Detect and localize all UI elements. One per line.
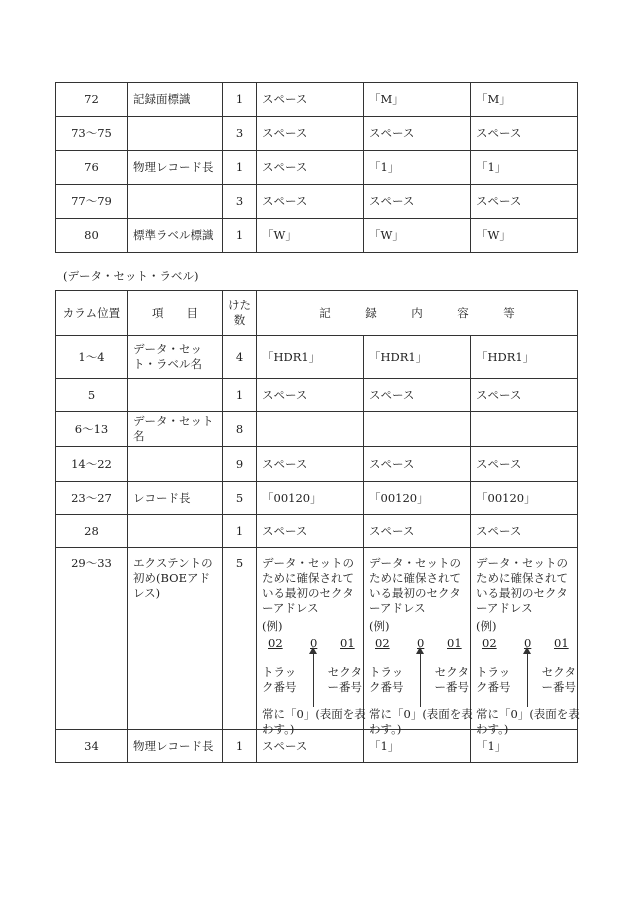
cell-value-3: 「HDR1」 bbox=[471, 336, 578, 379]
table-row bbox=[56, 336, 578, 379]
cell-item bbox=[128, 515, 223, 548]
cell-item bbox=[128, 447, 223, 482]
cell-value-1: スペース bbox=[257, 151, 364, 185]
cell-value-1: 「W」 bbox=[257, 219, 364, 253]
track-number-value: 02 bbox=[482, 636, 497, 650]
example-label: (例) bbox=[476, 619, 497, 633]
track-label: トラック番号 bbox=[369, 665, 404, 694]
cell-item: データ・セット名 bbox=[128, 412, 223, 447]
cell-value-1: 「00120」 bbox=[257, 482, 364, 515]
cell-item: レコード長 bbox=[128, 482, 223, 515]
sector-label: セクター番号 bbox=[434, 665, 469, 694]
surface-number-value: 0 bbox=[524, 636, 532, 650]
example-label: (例) bbox=[262, 619, 283, 633]
cell-value-1: スペース bbox=[257, 185, 364, 219]
cell-value-1 bbox=[257, 412, 364, 447]
cell-item bbox=[128, 379, 223, 412]
cell-pos: 6〜13 bbox=[56, 412, 128, 447]
cell-digits: 1 bbox=[223, 379, 257, 412]
cell-value-3: 「W」 bbox=[471, 219, 578, 253]
boe-example bbox=[262, 619, 366, 736]
cell-value-3: スペース bbox=[471, 515, 578, 548]
header-content: 記 録 内 容 等 bbox=[257, 291, 578, 336]
cell-pos: 1〜4 bbox=[56, 336, 128, 379]
cell-item: 標準ラベル標識 bbox=[128, 219, 223, 253]
cell-value-3: スペース bbox=[471, 185, 578, 219]
cell-value-3 bbox=[471, 412, 578, 447]
cell-value-1: スペース bbox=[257, 447, 364, 482]
table-row bbox=[56, 151, 578, 185]
cell-digits: 1 bbox=[223, 151, 257, 185]
boe-description: データ・セットのために確保されている最初のセクターアドレス bbox=[369, 556, 461, 615]
cell-item bbox=[128, 185, 223, 219]
cell-value-2: スペース bbox=[364, 117, 471, 151]
table-row bbox=[56, 412, 578, 447]
track-label: トラック番号 bbox=[262, 665, 297, 694]
cell-boe-1 bbox=[257, 548, 366, 736]
cell-item: エクステントの初め(BOEアドレス) bbox=[128, 548, 223, 730]
surface-number-value: 0 bbox=[310, 636, 318, 650]
cell-digits: 1 bbox=[223, 83, 257, 117]
cell-digits: 8 bbox=[223, 412, 257, 447]
cell-pos: 77〜79 bbox=[56, 185, 128, 219]
table-row-boe bbox=[56, 548, 578, 730]
cell-value-1: スペース bbox=[257, 515, 364, 548]
boe-description: データ・セットのために確保されている最初のセクターアドレス bbox=[476, 556, 568, 615]
caption-data-set-label: (データ・セット・ラベル) bbox=[63, 269, 199, 283]
cell-digits: 1 bbox=[223, 730, 257, 763]
cell-value-2: スペース bbox=[364, 185, 471, 219]
cell-digits: 5 bbox=[223, 548, 257, 730]
pointer-line bbox=[420, 651, 421, 707]
cell-digits: 4 bbox=[223, 336, 257, 379]
boe-description: データ・セットのために確保されている最初のセクターアドレス bbox=[262, 556, 354, 615]
surface-number-value: 0 bbox=[417, 636, 425, 650]
cell-value-1: スペース bbox=[257, 117, 364, 151]
cell-digits: 9 bbox=[223, 447, 257, 482]
cell-value-3: 「1」 bbox=[471, 730, 578, 763]
cell-item: 物理レコード長 bbox=[128, 151, 223, 185]
cell-value-2: 「1」 bbox=[364, 730, 471, 763]
header-item: 項 目 bbox=[128, 291, 223, 336]
cell-value-3: スペース bbox=[471, 117, 578, 151]
cell-value-3: 「00120」 bbox=[471, 482, 578, 515]
cell-value-3: 「M」 bbox=[471, 83, 578, 117]
cell-pos: 73〜75 bbox=[56, 117, 128, 151]
table-data-set-label bbox=[55, 290, 578, 763]
cell-value-1: スペース bbox=[257, 730, 364, 763]
sector-label: セクター番号 bbox=[327, 665, 362, 694]
table-row bbox=[56, 482, 578, 515]
cell-item: 記録面標識 bbox=[128, 83, 223, 117]
sector-number-value: 01 bbox=[447, 636, 462, 650]
cell-value-1: スペース bbox=[257, 379, 364, 412]
table-row bbox=[56, 379, 578, 412]
cell-digits: 5 bbox=[223, 482, 257, 515]
cell-pos: 34 bbox=[56, 730, 128, 763]
track-number-value: 02 bbox=[268, 636, 283, 650]
table-row bbox=[56, 219, 578, 253]
cell-item: 物理レコード長 bbox=[128, 730, 223, 763]
surface-note: 常に「0」(表面を表わす。) bbox=[262, 707, 366, 736]
sector-label: セクター番号 bbox=[541, 665, 576, 694]
table-volume-label bbox=[55, 82, 578, 253]
cell-pos: 76 bbox=[56, 151, 128, 185]
cell-value-2 bbox=[364, 412, 471, 447]
track-number-value: 02 bbox=[375, 636, 390, 650]
cell-pos: 23〜27 bbox=[56, 482, 128, 515]
header-row bbox=[56, 291, 578, 336]
cell-pos: 29〜33 bbox=[56, 548, 128, 730]
boe-example bbox=[476, 619, 580, 736]
cell-pos: 72 bbox=[56, 83, 128, 117]
cell-value-2: 「1」 bbox=[364, 151, 471, 185]
cell-pos: 14〜22 bbox=[56, 447, 128, 482]
cell-value-3: 「1」 bbox=[471, 151, 578, 185]
cell-value-1: 「HDR1」 bbox=[257, 336, 364, 379]
cell-pos: 5 bbox=[56, 379, 128, 412]
cell-item bbox=[128, 117, 223, 151]
pointer-line bbox=[313, 651, 314, 707]
cell-digits: 3 bbox=[223, 185, 257, 219]
table-row bbox=[56, 515, 578, 548]
table-row bbox=[56, 185, 578, 219]
cell-boe-2 bbox=[364, 548, 473, 736]
cell-value-2: 「W」 bbox=[364, 219, 471, 253]
cell-value-3: スペース bbox=[471, 379, 578, 412]
table-row bbox=[56, 83, 578, 117]
cell-value-1: スペース bbox=[257, 83, 364, 117]
cell-value-2: スペース bbox=[364, 379, 471, 412]
surface-note: 常に「0」(表面を表わす。) bbox=[476, 707, 580, 736]
cell-boe-3 bbox=[471, 548, 580, 736]
cell-digits: 3 bbox=[223, 117, 257, 151]
cell-item: データ・セット・ラベル名 bbox=[128, 336, 223, 379]
example-label: (例) bbox=[369, 619, 390, 633]
cell-pos: 80 bbox=[56, 219, 128, 253]
cell-value-3: スペース bbox=[471, 447, 578, 482]
cell-digits: 1 bbox=[223, 515, 257, 548]
cell-value-2: スペース bbox=[364, 515, 471, 548]
header-digits: けた数 bbox=[223, 291, 257, 336]
cell-value-2: 「00120」 bbox=[364, 482, 471, 515]
table-row bbox=[56, 447, 578, 482]
boe-example bbox=[369, 619, 473, 736]
table-row bbox=[56, 117, 578, 151]
cell-value-2: 「M」 bbox=[364, 83, 471, 117]
sector-number-value: 01 bbox=[340, 636, 355, 650]
sector-number-value: 01 bbox=[554, 636, 569, 650]
cell-value-2: スペース bbox=[364, 447, 471, 482]
cell-digits: 1 bbox=[223, 219, 257, 253]
header-column-position: カラム位置 bbox=[56, 291, 128, 336]
cell-value-2: 「HDR1」 bbox=[364, 336, 471, 379]
track-label: トラック番号 bbox=[476, 665, 511, 694]
cell-pos: 28 bbox=[56, 515, 128, 548]
surface-note: 常に「0」(表面を表わす。) bbox=[369, 707, 473, 736]
pointer-line bbox=[527, 651, 528, 707]
